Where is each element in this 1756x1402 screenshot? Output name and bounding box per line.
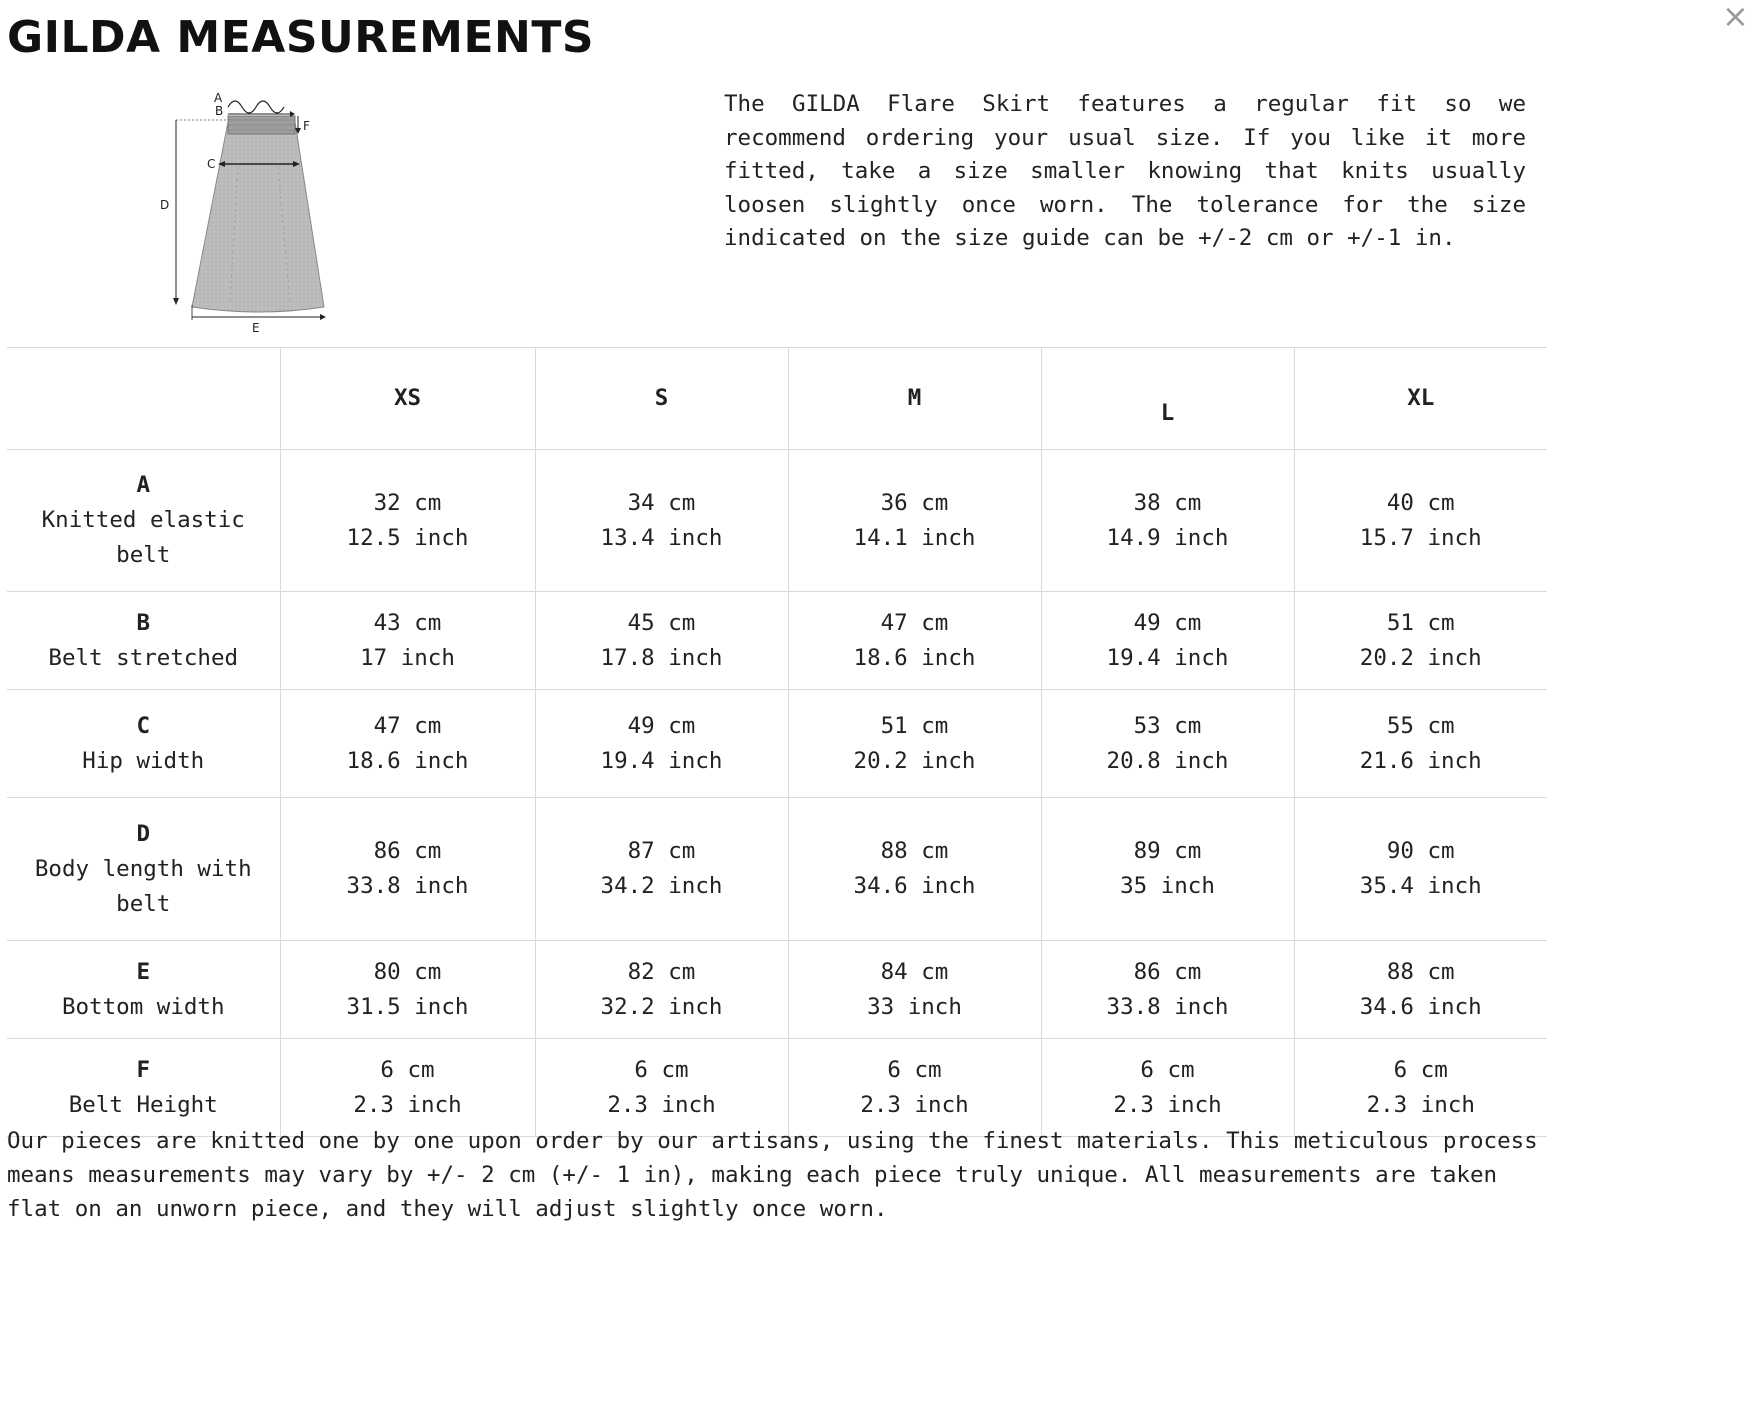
measure-inch: 2.3 inch (607, 1091, 716, 1118)
size-header-row (7, 348, 1547, 450)
measure-cm: 49 cm (627, 712, 696, 739)
measure-cell (1294, 798, 1547, 941)
measure-cell (1041, 690, 1294, 798)
measure-cell (1041, 592, 1294, 690)
page-title: GILDA MEASUREMENTS (7, 12, 595, 63)
measure-cm: 47 cm (880, 609, 949, 636)
row-label (7, 450, 280, 592)
measure-inch: 2.3 inch (1366, 1091, 1475, 1118)
measure-cell (280, 1039, 535, 1137)
row-code: F (136, 1056, 151, 1083)
measure-inch: 20.8 inch (1106, 747, 1229, 774)
measure-inch: 13.4 inch (600, 524, 723, 551)
measure-inch: 33.8 inch (1106, 993, 1229, 1020)
measure-cm: 6 cm (380, 1056, 435, 1083)
header-m: M (788, 348, 1041, 450)
table-row (7, 941, 1547, 1039)
measure-inch: 18.6 inch (346, 747, 469, 774)
row-code: A (136, 472, 151, 498)
diagram-label-a: A (214, 92, 223, 105)
measure-cell (1041, 1039, 1294, 1137)
row-label (7, 592, 280, 690)
measure-cell (535, 450, 788, 592)
measure-cm: 6 cm (1140, 1056, 1195, 1083)
measure-cm: 90 cm (1386, 838, 1455, 864)
measure-cell (280, 690, 535, 798)
measure-cm: 88 cm (1386, 958, 1455, 985)
measure-inch: 17 inch (360, 644, 455, 671)
measure-cell (280, 798, 535, 941)
measure-cell (280, 592, 535, 690)
measure-cell (788, 690, 1041, 798)
measure-cell (535, 1039, 788, 1137)
measure-cell (1294, 1039, 1547, 1137)
row-code: E (136, 958, 151, 985)
measure-cm: 80 cm (373, 958, 442, 985)
measure-cm: 34 cm (627, 489, 696, 516)
row-name: Hip width (82, 747, 205, 774)
measure-inch: 17.8 inch (600, 644, 723, 671)
row-code: D (136, 820, 151, 847)
measure-cm: 51 cm (1386, 609, 1455, 636)
measure-cell (535, 592, 788, 690)
measure-cell (1041, 798, 1294, 941)
measure-inch: 20.2 inch (853, 747, 976, 774)
row-name: Bottom width (61, 993, 225, 1020)
measure-inch: 18.6 inch (853, 644, 976, 671)
measure-cell (280, 941, 535, 1039)
measure-cm: 89 cm (1133, 838, 1202, 864)
measure-cm: 55 cm (1386, 712, 1455, 739)
close-icon[interactable]: × (1722, 0, 1749, 35)
measure-inch: 34.6 inch (853, 873, 976, 899)
measure-cm: 53 cm (1133, 712, 1202, 739)
diagram-label-d: D (160, 198, 170, 212)
measure-inch: 31.5 inch (346, 993, 469, 1020)
measure-cell (788, 798, 1041, 941)
measure-inch: 33 inch (867, 993, 962, 1020)
measure-cm: 43 cm (373, 609, 442, 636)
measure-inch: 2.3 inch (860, 1091, 969, 1118)
measure-cm: 6 cm (1393, 1056, 1448, 1083)
measure-inch: 33.8 inch (346, 873, 469, 899)
measure-cm: 82 cm (627, 958, 696, 985)
measure-cell (788, 1039, 1041, 1137)
measure-inch: 21.6 inch (1359, 747, 1482, 774)
measure-cm: 32 cm (373, 489, 442, 516)
measure-cm: 6 cm (634, 1056, 689, 1083)
measure-inch: 35 inch (1120, 873, 1215, 899)
measure-cell (535, 690, 788, 798)
measure-cm: 84 cm (880, 958, 949, 985)
row-code: B (136, 609, 151, 636)
measure-cm: 6 cm (887, 1056, 942, 1083)
measure-cm: 87 cm (627, 838, 696, 864)
header-xl: XL (1294, 348, 1547, 450)
measure-inch: 2.3 inch (1113, 1091, 1222, 1118)
measure-inch: 34.2 inch (600, 873, 723, 899)
measure-inch: 2.3 inch (353, 1091, 462, 1118)
table-row (7, 798, 1547, 941)
row-label (7, 941, 280, 1039)
measure-cell (788, 941, 1041, 1039)
measure-cm: 88 cm (880, 838, 949, 864)
row-name: Belt stretched (48, 644, 239, 671)
row-name: Knitted elastic belt (41, 507, 245, 568)
footer-note: Our pieces are knitted one by one upon order by our artisans, using the finest materials. This meticulous process means measurements may vary by +/- 2 cm (+/- 1 in), making each piece truly unique. All measurements are taken flat on an unworn piece, and they will adjust slightly once worn. (7, 1128, 1538, 1222)
measure-cell (1294, 690, 1547, 798)
measure-cm: 38 cm (1133, 489, 1202, 516)
measure-cell (280, 450, 535, 592)
header-empty (7, 348, 280, 450)
measure-cm: 47 cm (373, 712, 442, 739)
measure-cell (788, 450, 1041, 592)
row-label (7, 798, 280, 941)
measure-inch: 14.9 inch (1106, 524, 1229, 551)
fit-description: The GILDA Flare Skirt features a regular fit so we recommend ordering your usual size. If you like it more fitted, take a size smaller knowing that knits usually loosen slightly once worn. The tolerance for the size indicated on the size guide can be +/-2 cm or +/-1 in. (724, 91, 1526, 252)
table-row (7, 592, 1547, 690)
measure-cm: 49 cm (1133, 609, 1202, 636)
row-label (7, 690, 280, 798)
row-name: Body length with belt (34, 855, 252, 917)
measure-cm: 51 cm (880, 712, 949, 739)
table-row (7, 450, 1547, 592)
diagram-label-e: E (252, 321, 260, 335)
measure-inch: 19.4 inch (1106, 644, 1229, 671)
measure-cell (535, 941, 788, 1039)
table-row (7, 1039, 1547, 1137)
header-s: S (535, 348, 788, 450)
diagram-label-c: C (207, 157, 216, 171)
size-table (7, 347, 1547, 1137)
measure-cm: 45 cm (627, 609, 696, 636)
measure-cell (788, 592, 1041, 690)
measure-cell (1041, 450, 1294, 592)
row-code: C (136, 712, 151, 739)
measure-inch: 20.2 inch (1359, 644, 1482, 671)
table-row (7, 690, 1547, 798)
measure-inch: 14.1 inch (853, 524, 976, 551)
measure-cm: 86 cm (1133, 958, 1202, 985)
diagram-label-f: F (303, 119, 310, 133)
measure-inch: 35.4 inch (1359, 873, 1482, 899)
measure-inch: 12.5 inch (346, 524, 469, 551)
measure-inch: 32.2 inch (600, 993, 723, 1020)
header-l: L (1041, 348, 1294, 450)
row-name: Belt Height (68, 1091, 218, 1118)
measure-inch: 15.7 inch (1359, 524, 1482, 551)
diagram-label-b: B (215, 104, 224, 118)
measure-cell (535, 798, 788, 941)
measure-cell (1294, 941, 1547, 1039)
measure-cm: 36 cm (880, 489, 949, 516)
measure-cell (1294, 450, 1547, 592)
measure-cell (1041, 941, 1294, 1039)
measure-inch: 19.4 inch (600, 747, 723, 774)
measure-cm: 86 cm (373, 838, 442, 864)
measure-cell (1294, 592, 1547, 690)
measure-cm: 40 cm (1386, 489, 1455, 516)
header-xs: XS (280, 348, 535, 450)
row-label (7, 1039, 280, 1137)
measure-inch: 34.6 inch (1359, 993, 1482, 1020)
